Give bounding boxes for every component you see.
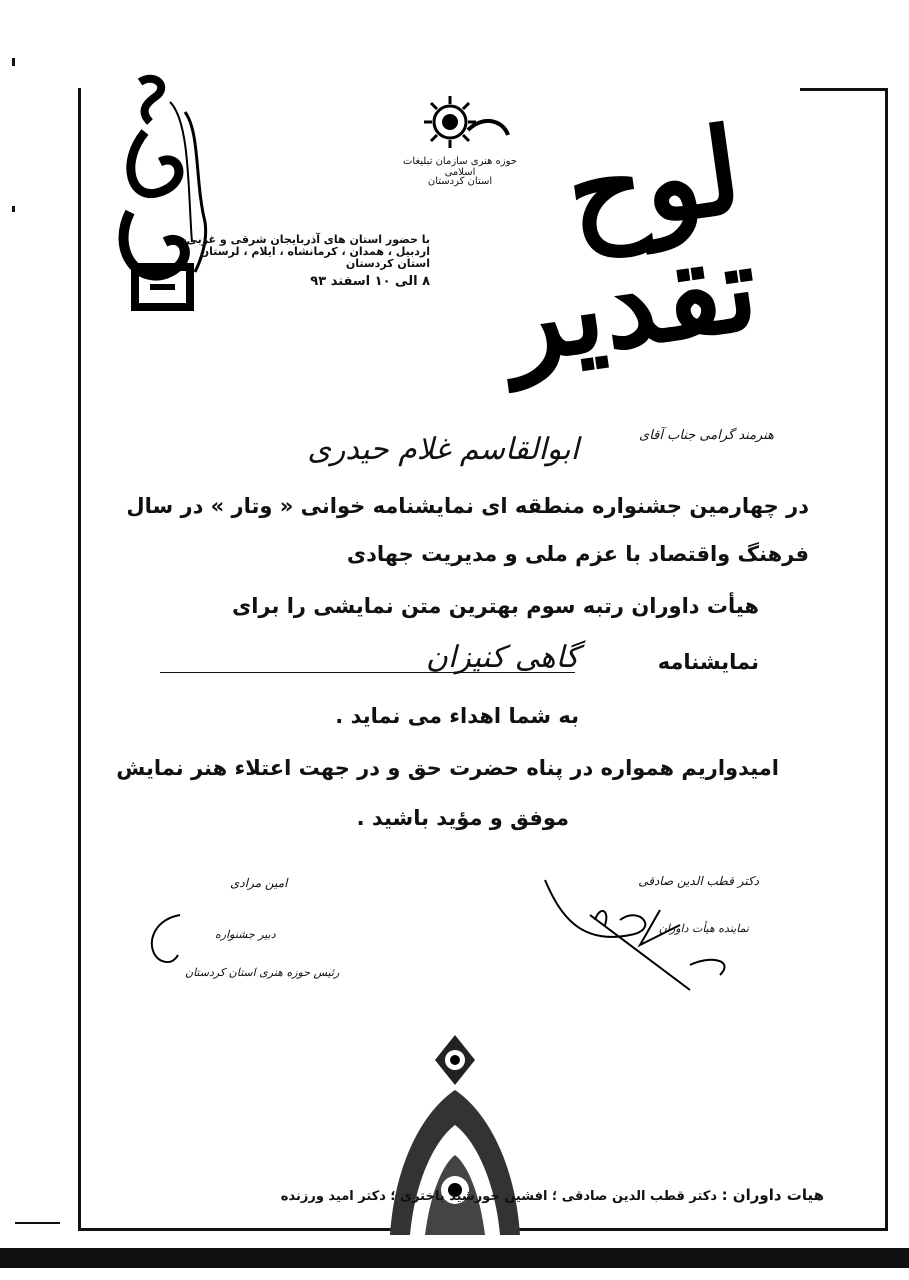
signature-left-icon xyxy=(140,910,190,970)
body-line: هیأت داوران رتبه سوم بهترین متن نمایشی را برای xyxy=(231,594,759,618)
signature-right-icon xyxy=(540,875,740,995)
honoree-name: ابوالقاسم غلام حیدری xyxy=(307,432,579,467)
body-line: در چهارمین جشنواره منطقه ای نمایشنامه خوانی « وتار » در سال xyxy=(126,494,809,518)
signatory-role: دبیر جشنواره xyxy=(215,928,276,941)
frame-top-edge xyxy=(800,88,885,91)
organization-name: حوزه هنری سازمان تبلیغات اسلامی xyxy=(402,156,517,178)
margin-mark xyxy=(12,206,15,212)
festival-calligraphy-logo-icon xyxy=(100,72,220,322)
body-line: موفق و مؤید باشید . xyxy=(356,806,569,830)
festival-info xyxy=(182,233,430,289)
festival-date: ۸ الی ۱۰ اسفند ۹۳ xyxy=(310,274,430,289)
jury-members: دکتر قطب الدین صادقی ؛ افشین خورشید باختری ؛ دکتر امید ورزنده xyxy=(280,1189,718,1204)
page-title: لوح تقدیر xyxy=(496,100,766,390)
jury-footer xyxy=(281,1186,824,1204)
salutation: هنرمند گرامی جناب آقای xyxy=(639,428,774,443)
play-title-underline xyxy=(160,672,575,673)
play-label: نمایشنامه xyxy=(657,650,759,674)
festival-info-line: اردبیل ، همدان ، کرمانشاه ، ایلام ، لرستان xyxy=(199,245,430,258)
organization-province: استان کردستان xyxy=(427,176,493,187)
signatory-role: نماینده هیأت داوران xyxy=(658,922,749,935)
signatory-name: دکتر قطب الدین صادقی xyxy=(638,874,759,888)
signatory-name: امین مرادی xyxy=(230,876,288,890)
signatory-role: رئیس حوزه هنری استان کردستان xyxy=(185,966,340,979)
festival-info-line: با حضور استان های آذربایجان شرقی و غربی، xyxy=(182,233,430,246)
margin-mark xyxy=(15,1222,60,1224)
certificate-title xyxy=(459,90,766,390)
festival-info-line: استان کردستان xyxy=(345,257,430,270)
scan-bottom-bar xyxy=(0,1248,909,1268)
body-line: امیدواریم همواره در پناه حضرت حق و در جهت اعتلاء هنر نمایش xyxy=(116,756,779,780)
ornament-icon xyxy=(380,1030,530,1235)
body-line: به شما اهداء می نماید . xyxy=(335,704,579,728)
play-title: گاهی کنیزان xyxy=(425,640,579,675)
body-line: فرهنگ واقتصاد با عزم ملی و مدیریت جهادی xyxy=(346,542,809,566)
jury-label: هیات داوران : xyxy=(721,1186,824,1204)
margin-mark xyxy=(12,58,15,66)
